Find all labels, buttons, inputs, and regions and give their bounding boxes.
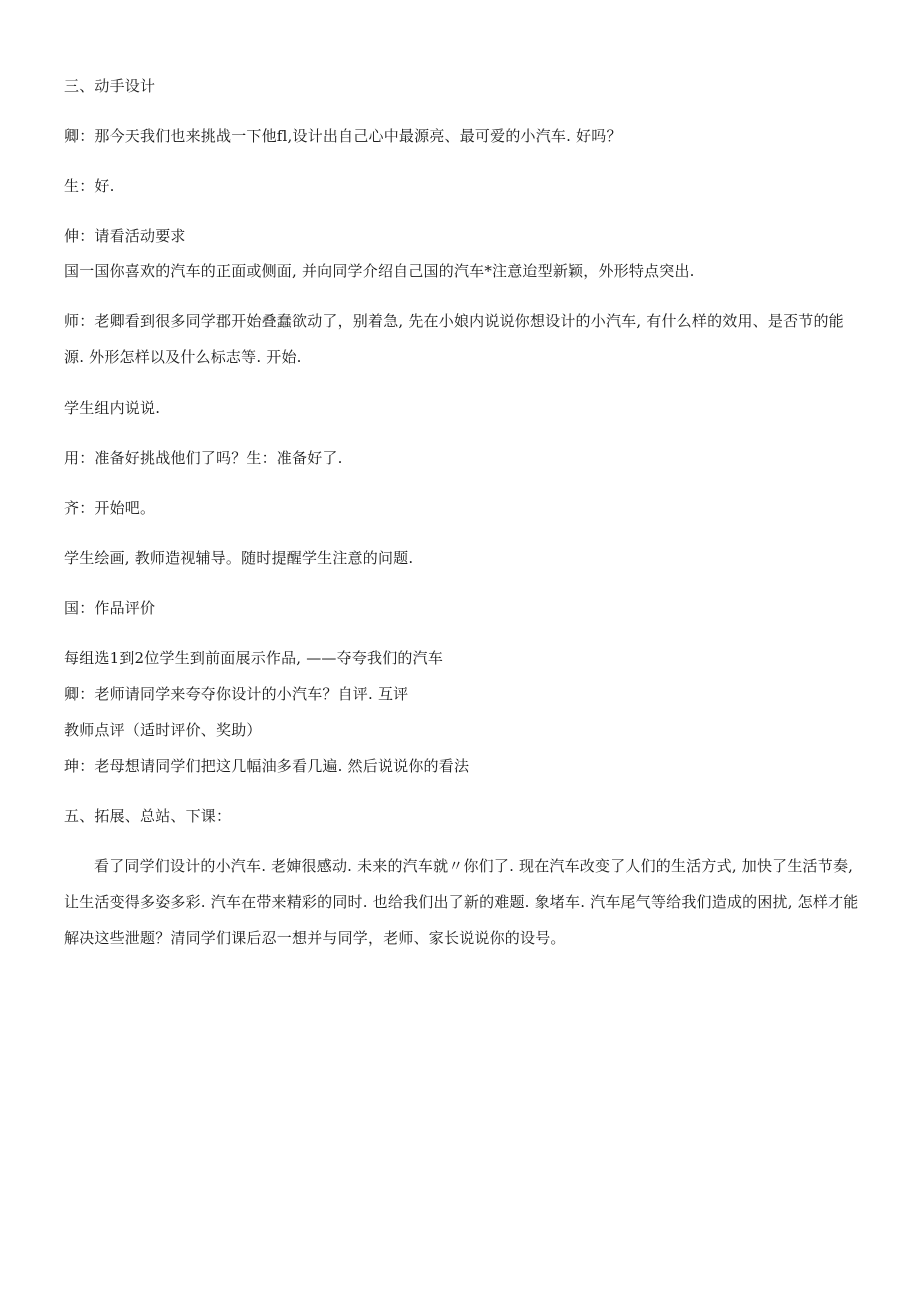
dialogue-line: 齐：开始吧。 bbox=[64, 499, 156, 517]
dialogue-line: 卿：那今天我们也来挑战一下他fl,设计出自己心中最源亮、最可爱的小汽车. 好吗？ bbox=[64, 127, 622, 145]
dialogue-line: 珅：老母想请同学们把这几幅油多看几遍. 然后说说你的看法 bbox=[64, 757, 470, 775]
activity-requirement: 国一国你喜欢的汽车的正面或侧面, 并向同学介绍自己国的汽车*注意迨型新颖，外形特点突出. bbox=[64, 262, 695, 280]
dialogue-line: 卿：老师请同学来夸夺你设计的小汽车？自评. 互评 bbox=[64, 685, 409, 703]
section-heading-evaluation: 国：作品评价 bbox=[64, 599, 156, 617]
dialogue-line: 伸：请看活动要求 bbox=[64, 227, 186, 245]
text-line: 学生组内说说. bbox=[64, 399, 161, 417]
text-line: 学生绘画, 教师造视辅导。随时提醒学生注意的问题. bbox=[64, 549, 414, 567]
dialogue-line: 用：准备好挑战他们了吗？生：准备好了. bbox=[64, 449, 343, 467]
section-heading-design: 三、动手设计 bbox=[64, 77, 156, 95]
text-line: 每组选1到2位学生到前面展示作品, ——夺夸我们的汽车 bbox=[64, 649, 444, 667]
closing-paragraph: 看了同学们设计的小汽车. 老婶很感动. 未来的汽车就〃你们了. 现在汽车改变了人们的生活方式, 加快了生活节奏, 让生活变得多姿多彩. 汽车在带来精彩的同时. 也给我们出了新的难题. 象堵车. 汽车尾气等给我们造成的困扰, 怎样才能解决这些泄题？清同学们课后忍一想并与同学，老师、家长说说你的设号。 bbox=[64, 857, 859, 947]
dialogue-paragraph: 师：老卿看到很多同学郡开始叠蠢欲动了，别着急, 先在小娘内说说你想设计的小汽车, 有什么样的效用、是否节的能源. 外形怎样以及什么标志等. 开始. bbox=[64, 312, 844, 366]
dialogue-line: 生：好. bbox=[64, 177, 115, 195]
text-line: 教师点评（适时评价、奖助） bbox=[64, 721, 262, 739]
section-heading-extension: 五、拓展、总站、下课： bbox=[64, 807, 232, 825]
